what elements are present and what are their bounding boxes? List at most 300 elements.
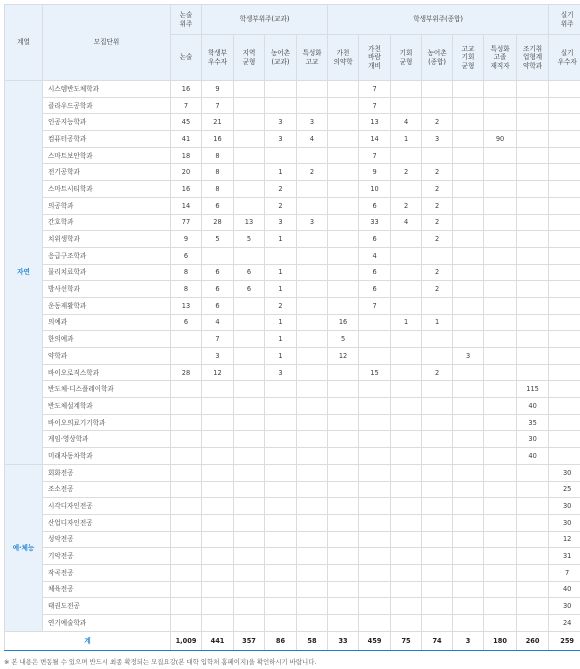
quota-cell: 2 (297, 164, 328, 181)
quota-cell (234, 131, 265, 148)
col-header-subtype: 논술 (171, 35, 202, 81)
quota-cell: 9 (359, 164, 391, 181)
quota-cell (453, 514, 484, 531)
quota-cell: 41 (171, 131, 202, 148)
quota-cell (328, 297, 359, 314)
quota-cell (391, 531, 422, 548)
quota-cell (297, 81, 328, 98)
quota-cell (453, 548, 484, 565)
total-label: 계 (5, 631, 171, 650)
table-row (5, 431, 580, 448)
quota-cell (328, 398, 359, 415)
quota-cell (517, 247, 549, 264)
quota-cell (265, 81, 297, 98)
quota-cell (265, 147, 297, 164)
quota-cell (422, 514, 453, 531)
quota-cell (422, 448, 453, 465)
quota-cell (328, 598, 359, 615)
quota-cell (328, 514, 359, 531)
quota-cell (202, 498, 234, 515)
quota-cell (549, 314, 580, 331)
quota-cell (202, 564, 234, 581)
quota-cell (453, 331, 484, 348)
quota-cell (391, 181, 422, 198)
quota-cell (234, 481, 265, 498)
col-header-school-comprehensive-group: 학생부위주(종합) (328, 5, 549, 35)
unit-name-cell: 바이오의료기기학과 (43, 414, 171, 431)
col-header-subtype: 가천 바람 개비 (359, 35, 391, 81)
quota-cell (484, 97, 517, 114)
quota-cell (328, 214, 359, 231)
col-header-group: 계열 (5, 5, 43, 81)
quota-cell (234, 331, 265, 348)
quota-cell: 8 (202, 147, 234, 164)
quota-cell: 2 (422, 164, 453, 181)
admissions-quota-document (4, 4, 575, 666)
quota-cell (453, 498, 484, 515)
quota-cell: 12 (202, 364, 234, 381)
quota-cell (234, 164, 265, 181)
quota-cell (549, 264, 580, 281)
quota-cell: 3 (265, 131, 297, 148)
quota-cell (297, 598, 328, 615)
quota-cell (391, 381, 422, 398)
quota-cell (391, 297, 422, 314)
quota-cell (391, 581, 422, 598)
quota-cell (359, 448, 391, 465)
quota-cell (234, 615, 265, 632)
quota-cell (328, 131, 359, 148)
total-cell: 74 (422, 631, 453, 650)
quota-cell (359, 381, 391, 398)
quota-cell: 7 (202, 97, 234, 114)
quota-cell (484, 498, 517, 515)
quota-cell (391, 548, 422, 565)
quota-cell: 8 (171, 264, 202, 281)
quota-cell (517, 297, 549, 314)
quota-cell (422, 381, 453, 398)
quota-cell (453, 214, 484, 231)
quota-cell (171, 348, 202, 365)
quota-cell: 2 (422, 181, 453, 198)
table-row (5, 181, 580, 198)
quota-cell (171, 615, 202, 632)
total-cell: 259 (549, 631, 580, 650)
unit-name-cell: 기악전공 (43, 548, 171, 565)
quota-cell (328, 147, 359, 164)
unit-name-cell: 스마트시티학과 (43, 181, 171, 198)
quota-cell: 6 (171, 314, 202, 331)
quota-cell (484, 381, 517, 398)
col-header-subtype: 실기 우수자 (549, 35, 580, 81)
quota-cell (234, 381, 265, 398)
quota-cell (359, 548, 391, 565)
quota-cell (359, 431, 391, 448)
quota-cell (297, 247, 328, 264)
quota-cell (297, 281, 328, 298)
quota-cell (484, 314, 517, 331)
quota-cell (234, 97, 265, 114)
table-row (5, 214, 580, 231)
quota-cell: 6 (234, 264, 265, 281)
quota-cell (422, 97, 453, 114)
quota-cell: 40 (517, 398, 549, 415)
quota-cell (549, 364, 580, 381)
quota-cell: 3 (265, 114, 297, 131)
table-row (5, 147, 580, 164)
quota-cell (359, 564, 391, 581)
quota-cell (549, 398, 580, 415)
quota-cell: 2 (422, 214, 453, 231)
quota-cell: 40 (549, 581, 580, 598)
table-row (5, 114, 580, 131)
quota-cell (297, 448, 328, 465)
quota-cell (549, 197, 580, 214)
quota-cell: 6 (234, 281, 265, 298)
total-cell: 3 (453, 631, 484, 650)
quota-cell (328, 264, 359, 281)
quota-cell (453, 564, 484, 581)
quota-cell (202, 481, 234, 498)
quota-cell (234, 498, 265, 515)
quota-cell (328, 181, 359, 198)
quota-cell (391, 398, 422, 415)
total-cell: 180 (484, 631, 517, 650)
quota-cell (422, 431, 453, 448)
quota-cell (422, 147, 453, 164)
quota-cell (328, 564, 359, 581)
quota-cell (171, 514, 202, 531)
quota-cell: 2 (422, 197, 453, 214)
quota-cell: 20 (171, 164, 202, 181)
quota-cell (297, 531, 328, 548)
col-header-practical-group: 실기 위주 (549, 5, 580, 35)
quota-cell: 2 (391, 197, 422, 214)
quota-cell (549, 81, 580, 98)
quota-cell (234, 464, 265, 481)
quota-cell (359, 498, 391, 515)
quota-cell (453, 147, 484, 164)
quota-cell (422, 297, 453, 314)
unit-name-cell: 조소전공 (43, 481, 171, 498)
quota-cell (549, 97, 580, 114)
total-cell: 33 (328, 631, 359, 650)
quota-cell (265, 431, 297, 448)
unit-name-cell: 시각디자인전공 (43, 498, 171, 515)
quota-cell: 77 (171, 214, 202, 231)
quota-cell (297, 147, 328, 164)
unit-name-cell: 물리치료학과 (43, 264, 171, 281)
quota-cell (391, 615, 422, 632)
table-row (5, 514, 580, 531)
quota-cell (265, 381, 297, 398)
quota-cell (453, 464, 484, 481)
quota-cell (484, 181, 517, 198)
quota-cell (391, 414, 422, 431)
quota-cell (484, 514, 517, 531)
table-row (5, 247, 580, 264)
quota-cell: 2 (422, 364, 453, 381)
table-row (5, 364, 580, 381)
quota-cell (359, 514, 391, 531)
quota-cell (234, 581, 265, 598)
quota-cell (453, 231, 484, 248)
quota-cell: 3 (422, 131, 453, 148)
quota-cell (453, 181, 484, 198)
total-cell: 86 (265, 631, 297, 650)
quota-cell: 4 (202, 314, 234, 331)
quota-cell (453, 598, 484, 615)
quota-cell (297, 564, 328, 581)
quota-cell (234, 564, 265, 581)
quota-cell: 4 (297, 131, 328, 148)
quota-cell (328, 247, 359, 264)
quota-cell (484, 398, 517, 415)
quota-cell (171, 464, 202, 481)
quota-cell (484, 81, 517, 98)
quota-cell: 30 (549, 598, 580, 615)
quota-cell: 1 (265, 314, 297, 331)
quota-cell (328, 381, 359, 398)
quota-cell (234, 181, 265, 198)
quota-cell (328, 197, 359, 214)
total-cell: 357 (234, 631, 265, 650)
quota-cell (234, 414, 265, 431)
quota-cell (202, 531, 234, 548)
quota-cell: 7 (359, 297, 391, 314)
quota-cell: 7 (171, 97, 202, 114)
quota-cell (202, 414, 234, 431)
table-row (5, 464, 580, 481)
quota-cell (359, 464, 391, 481)
quota-cell (484, 214, 517, 231)
quota-cell (549, 247, 580, 264)
quota-cell: 6 (202, 281, 234, 298)
table-row (5, 581, 580, 598)
quota-cell (391, 247, 422, 264)
quota-cell: 13 (171, 297, 202, 314)
quota-cell (453, 114, 484, 131)
quota-cell: 14 (359, 131, 391, 148)
quota-cell (549, 331, 580, 348)
quota-cell (328, 431, 359, 448)
unit-name-cell: 전기공학과 (43, 164, 171, 181)
quota-cell (549, 281, 580, 298)
unit-name-cell: 회화전공 (43, 464, 171, 481)
quota-cell (297, 348, 328, 365)
quota-cell (517, 197, 549, 214)
quota-cell (517, 581, 549, 598)
quota-cell (391, 281, 422, 298)
total-cell: 459 (359, 631, 391, 650)
quota-cell (265, 464, 297, 481)
table-row (5, 297, 580, 314)
quota-cell (549, 414, 580, 431)
quota-cell (202, 598, 234, 615)
quota-cell: 14 (171, 197, 202, 214)
quota-cell (297, 431, 328, 448)
quota-cell: 40 (517, 448, 549, 465)
quota-cell: 12 (549, 531, 580, 548)
quota-cell (391, 331, 422, 348)
unit-name-cell: 성악전공 (43, 531, 171, 548)
quota-cell: 30 (549, 514, 580, 531)
unit-name-cell: 미래자동차학과 (43, 448, 171, 465)
quota-cell: 16 (171, 181, 202, 198)
unit-name-cell: 응급구조학과 (43, 247, 171, 264)
quota-cell (297, 514, 328, 531)
quota-cell (453, 431, 484, 448)
quota-cell (549, 131, 580, 148)
quota-cell: 2 (422, 264, 453, 281)
table-row (5, 448, 580, 465)
quota-cell (265, 615, 297, 632)
quota-cell (453, 531, 484, 548)
quota-cell: 6 (202, 197, 234, 214)
quota-cell (171, 564, 202, 581)
quota-cell (484, 281, 517, 298)
quota-cell (549, 381, 580, 398)
quota-cell (484, 581, 517, 598)
unit-name-cell: 연기예술학과 (43, 615, 171, 632)
unit-name-cell: 시스템반도체학과 (43, 81, 171, 98)
quota-cell: 4 (391, 114, 422, 131)
quota-cell: 2 (391, 164, 422, 181)
quota-cell (549, 448, 580, 465)
quota-cell (517, 264, 549, 281)
quota-cell (549, 348, 580, 365)
quota-cell (422, 247, 453, 264)
quota-cell (517, 97, 549, 114)
quota-cell (234, 548, 265, 565)
quota-cell (484, 114, 517, 131)
quota-cell (202, 448, 234, 465)
quota-cell: 6 (359, 264, 391, 281)
quota-cell: 2 (265, 181, 297, 198)
quota-cell (328, 448, 359, 465)
quota-cell (234, 114, 265, 131)
quota-cell (234, 598, 265, 615)
quota-cell (484, 598, 517, 615)
quota-cell: 30 (549, 498, 580, 515)
quota-cell: 6 (202, 264, 234, 281)
total-cell: 1,009 (171, 631, 202, 650)
quota-cell (359, 331, 391, 348)
quota-cell (328, 414, 359, 431)
quota-cell (328, 481, 359, 498)
quota-cell (517, 181, 549, 198)
table-row (5, 414, 580, 431)
quota-cell (517, 131, 549, 148)
quota-cell: 16 (202, 131, 234, 148)
quota-cell (453, 197, 484, 214)
col-header-subtype: 특성화 고졸 재직자 (484, 35, 517, 81)
quota-cell (265, 564, 297, 581)
quota-cell: 18 (171, 147, 202, 164)
quota-cell (359, 314, 391, 331)
quota-cell (484, 448, 517, 465)
quota-cell (359, 398, 391, 415)
quota-cell (265, 548, 297, 565)
quota-cell (297, 314, 328, 331)
quota-cell: 1 (265, 281, 297, 298)
quota-cell (359, 598, 391, 615)
quota-cell (202, 548, 234, 565)
quota-cell (517, 331, 549, 348)
quota-cell (391, 431, 422, 448)
unit-name-cell: 반도체설계학과 (43, 398, 171, 415)
unit-name-cell: 반도체·디스플레이학과 (43, 381, 171, 398)
quota-cell (328, 498, 359, 515)
quota-cell (171, 498, 202, 515)
quota-cell (517, 348, 549, 365)
quota-cell: 3 (297, 214, 328, 231)
quota-cell: 7 (359, 97, 391, 114)
quota-cell (297, 381, 328, 398)
quota-cell (202, 581, 234, 598)
admissions-quota-table (4, 4, 580, 651)
quota-cell: 24 (549, 615, 580, 632)
quota-cell (453, 364, 484, 381)
quota-cell: 1 (391, 131, 422, 148)
quota-cell (453, 97, 484, 114)
quota-cell (453, 131, 484, 148)
quota-cell (422, 531, 453, 548)
quota-cell: 35 (517, 414, 549, 431)
table-row (5, 531, 580, 548)
quota-cell (484, 414, 517, 431)
table-row (5, 281, 580, 298)
quota-cell (297, 97, 328, 114)
table-row (5, 498, 580, 515)
quota-cell (422, 548, 453, 565)
table-row (5, 164, 580, 181)
quota-cell (453, 615, 484, 632)
quota-cell (202, 464, 234, 481)
quota-cell (328, 81, 359, 98)
quota-cell (202, 431, 234, 448)
quota-cell (391, 514, 422, 531)
quota-cell (484, 464, 517, 481)
quota-cell (171, 381, 202, 398)
quota-cell (391, 498, 422, 515)
quota-cell (234, 197, 265, 214)
total-cell: 75 (391, 631, 422, 650)
quota-cell (453, 448, 484, 465)
quota-cell (549, 214, 580, 231)
quota-cell (234, 81, 265, 98)
unit-name-cell: 의공학과 (43, 197, 171, 214)
quota-cell (422, 615, 453, 632)
table-row (5, 97, 580, 114)
quota-cell: 90 (484, 131, 517, 148)
quota-cell (517, 615, 549, 632)
quota-cell: 5 (328, 331, 359, 348)
quota-cell (484, 481, 517, 498)
table-row (5, 548, 580, 565)
quota-cell: 13 (359, 114, 391, 131)
quota-cell (453, 264, 484, 281)
total-cell: 260 (517, 631, 549, 650)
quota-cell: 5 (202, 231, 234, 248)
quota-cell (297, 297, 328, 314)
quota-cell (359, 531, 391, 548)
quota-cell: 25 (549, 481, 580, 498)
quota-cell (453, 314, 484, 331)
quota-cell (171, 414, 202, 431)
quota-cell (422, 598, 453, 615)
quota-cell (453, 297, 484, 314)
